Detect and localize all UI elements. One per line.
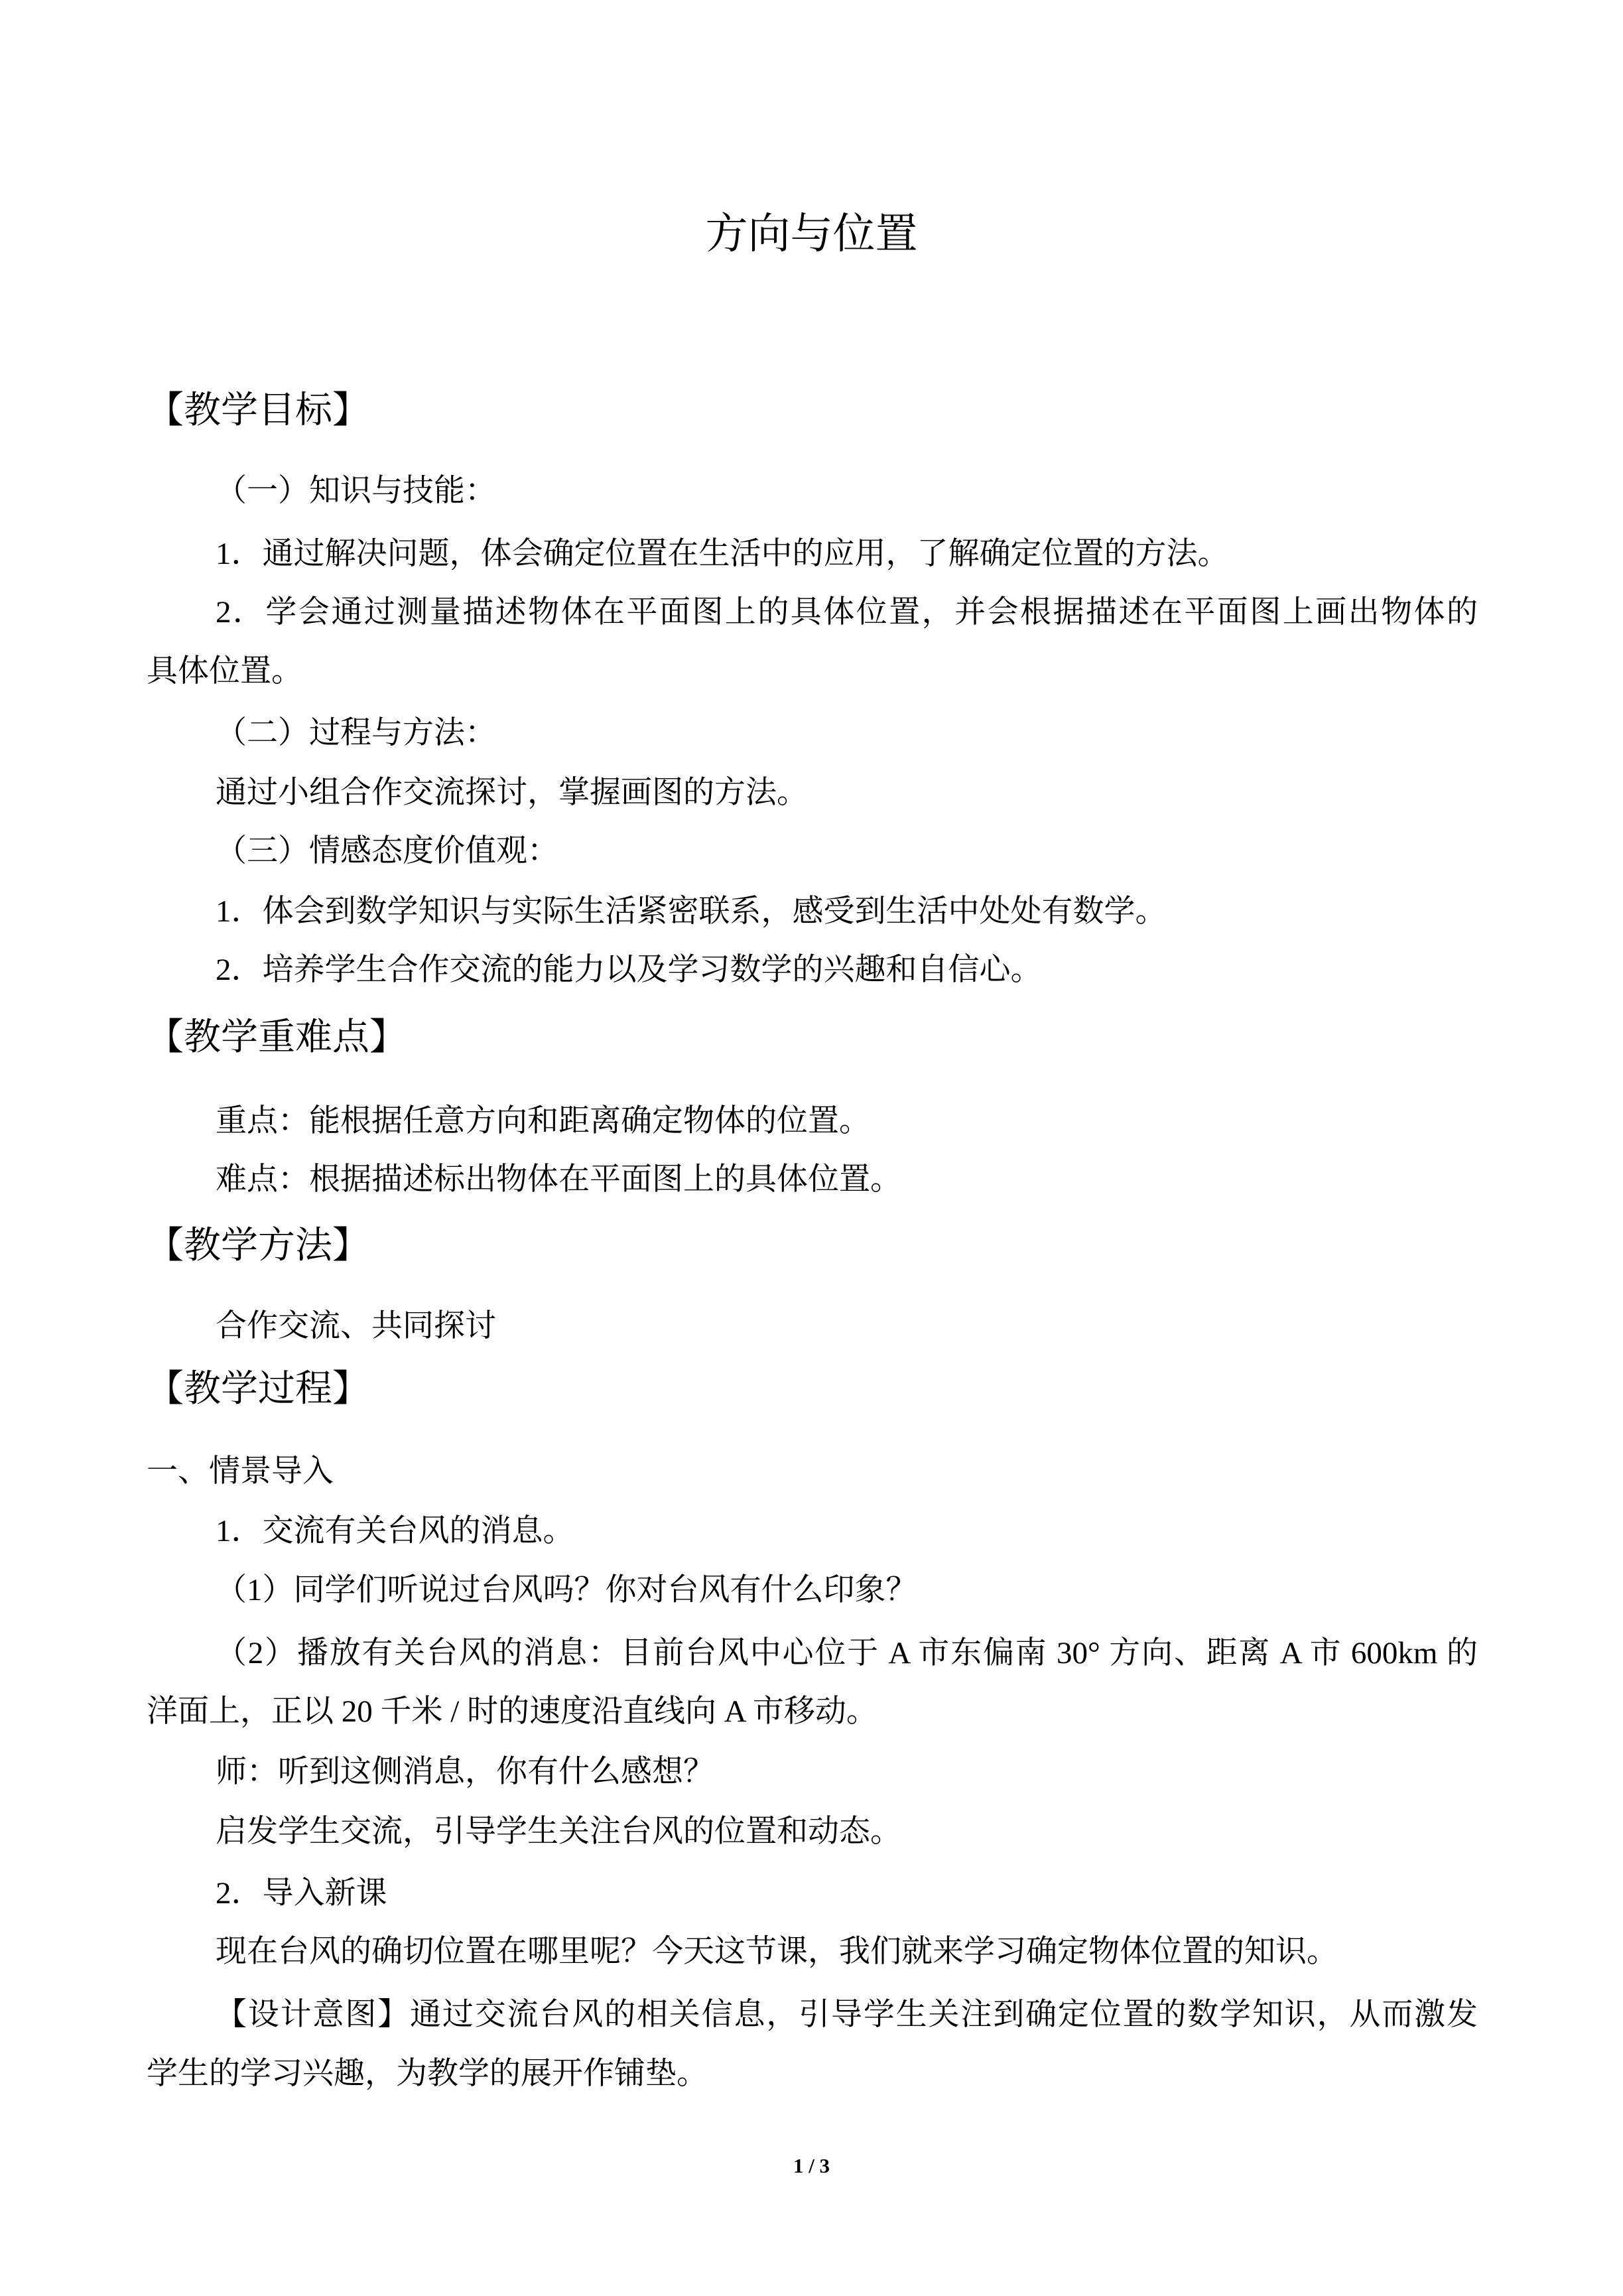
heading-teaching-method: 【教学方法】 xyxy=(147,1225,369,1266)
process-line: 1．交流有关台风的消息。 xyxy=(216,1514,574,1548)
process-line-continuation: 洋面上，正以 20 千米 / 时的速度沿直线向 A 市移动。 xyxy=(147,1694,877,1729)
process-section-title: 一、情景导入 xyxy=(147,1454,334,1489)
teaching-method-text: 合作交流、共同探讨 xyxy=(216,1309,496,1343)
process-line: （2）播放有关台风的消息：目前台风中心位于 A 市东偏南 30° 方向、距离 A 市 600km 的 xyxy=(216,1636,1478,1670)
heading-teaching-process: 【教学过程】 xyxy=(147,1369,369,1410)
objective-item: 2．学会通过测量描述物体在平面图上的具体位置，并会根据描述在平面图上画出物体的 xyxy=(216,595,1478,630)
design-intent: 【设计意图】通过交流台风的相关信息，引导学生关注到确定位置的数学知识，从而激发 xyxy=(216,1997,1478,2032)
document-title: 方向与位置 xyxy=(705,210,918,257)
process-method-text: 通过小组合作交流探讨，掌握画图的方法。 xyxy=(216,776,808,810)
heading-teaching-objectives: 【教学目标】 xyxy=(147,390,369,431)
design-intent-continuation: 学生的学习兴趣，为教学的展开作铺垫。 xyxy=(147,2057,708,2091)
subheading-process-method: （二）过程与方法： xyxy=(216,716,496,750)
difficult-point: 难点：根据描述标出物体在平面图上的具体位置。 xyxy=(216,1162,901,1197)
page-number: 1 / 3 xyxy=(793,2154,830,2177)
process-line: 现在台风的确切位置在哪里呢？今天这节课，我们就来学习确定物体位置的知识。 xyxy=(216,1934,1338,1969)
process-line: （1）同学们听说过台风吗？你对台风有什么印象？ xyxy=(216,1573,917,1607)
process-line: 2．导入新课 xyxy=(216,1876,387,1911)
attitude-item: 2．培养学生合作交流的能力以及学习数学的兴趣和自信心。 xyxy=(216,953,1042,987)
objective-item-continuation: 具体位置。 xyxy=(147,654,302,689)
subheading-attitude-values: （三）情感态度价值观： xyxy=(216,834,558,868)
objective-item: 1．通过解决问题，体会确定位置在生活中的应用，了解确定位置的方法。 xyxy=(216,537,1229,571)
process-line: 启发学生交流，引导学生关注台风的位置和动态。 xyxy=(216,1814,901,1849)
process-line: 师：听到这侧消息，你有什么感想？ xyxy=(216,1755,714,1789)
subheading-knowledge-skills: （一）知识与技能： xyxy=(216,474,496,508)
heading-key-difficult-points: 【教学重难点】 xyxy=(147,1017,407,1058)
key-point: 重点：能根据任意方向和距离确定物体的位置。 xyxy=(216,1104,870,1138)
attitude-item: 1．体会到数学知识与实际生活紧密联系，感受到生活中处处有数学。 xyxy=(216,894,1167,929)
